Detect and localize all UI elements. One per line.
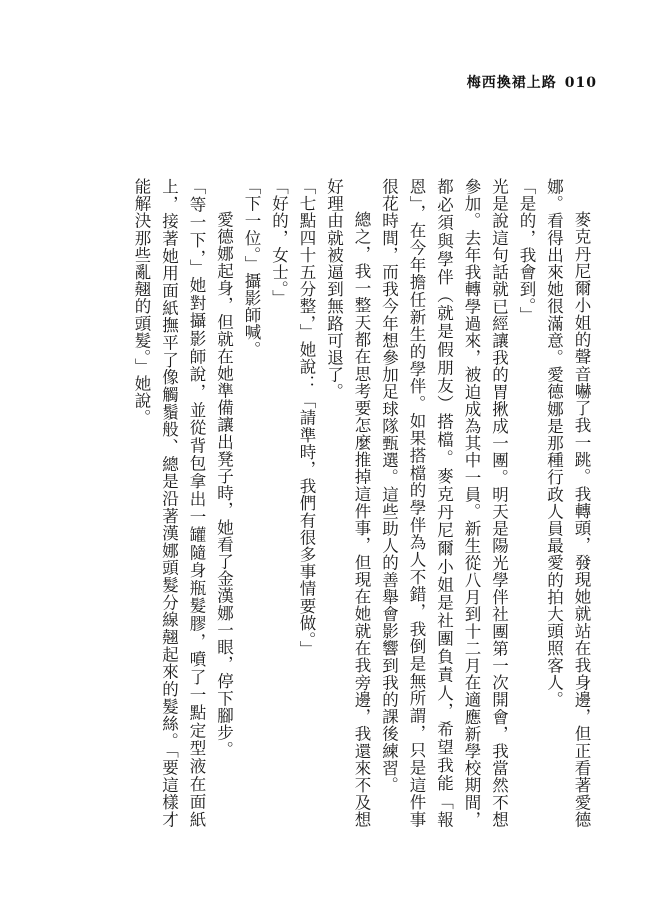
paragraph: 「等一下，」她對攝影師說，並從背包拿出一罐隨身瓶髮膠，噴了一點定型液在面紙上，接著她用面紙撫平了像觸鬚般、總是沿著漢娜頭髮分線翹起來的髮絲。「要這樣才能解決那些亂翹的頭髮。」她說。 xyxy=(132,178,206,828)
paragraph: 「好的，女士。」 xyxy=(269,178,289,307)
paragraph: 「是的，我會到。」 xyxy=(517,178,536,324)
running-header xyxy=(467,72,597,92)
body-text xyxy=(115,178,595,828)
paragraph: 愛德娜起身，但就在她準備讓出凳子時，她看了金漢娜一眼，停下腳步。 xyxy=(214,211,234,759)
paragraph: 「七點四十五分整，」她說：「請準時，我們有很多事情要做。」 xyxy=(297,178,316,658)
paragraph: 「下一位。」攝影師喊。 xyxy=(242,178,261,358)
book-title: 梅西換裙上路 xyxy=(466,75,557,91)
paragraph: 麥克丹尼爾小姐的聲音嚇了我一跳。我轉頭，發現她就站在我身邊，但正看著愛德娜。看得出來她很滿意。愛德娜是那種行政人員最愛的拍大頭照客人。 xyxy=(544,178,591,828)
paragraph: 總之，我一整天都在思考要怎麼推掉這件事，但現在她就在我旁邊，我還來不及想好理由就被逼到無路可退了。 xyxy=(324,178,371,828)
paragraph: 光是說這句話就已經讓我的胃揪成一團。明天是陽光學伴社團第一次開會，我當然不想參加。去年我轉學過來，被迫成為其中一員。新生從八月到十二月在適應新學校期間，都必須與學伴（就是假朋友）搭檔。麥克丹尼爾小姐是社團負責人，希望我能「報恩」，在今年擔任新生的學伴。如果搭檔的學伴為人不錯，我倒是無所謂，只是這件事很花時間，而我今年想參加足球隊甄選。這些助人的善舉會影響到我的課後練習。 xyxy=(379,178,509,828)
page-number: 010 xyxy=(564,75,597,91)
